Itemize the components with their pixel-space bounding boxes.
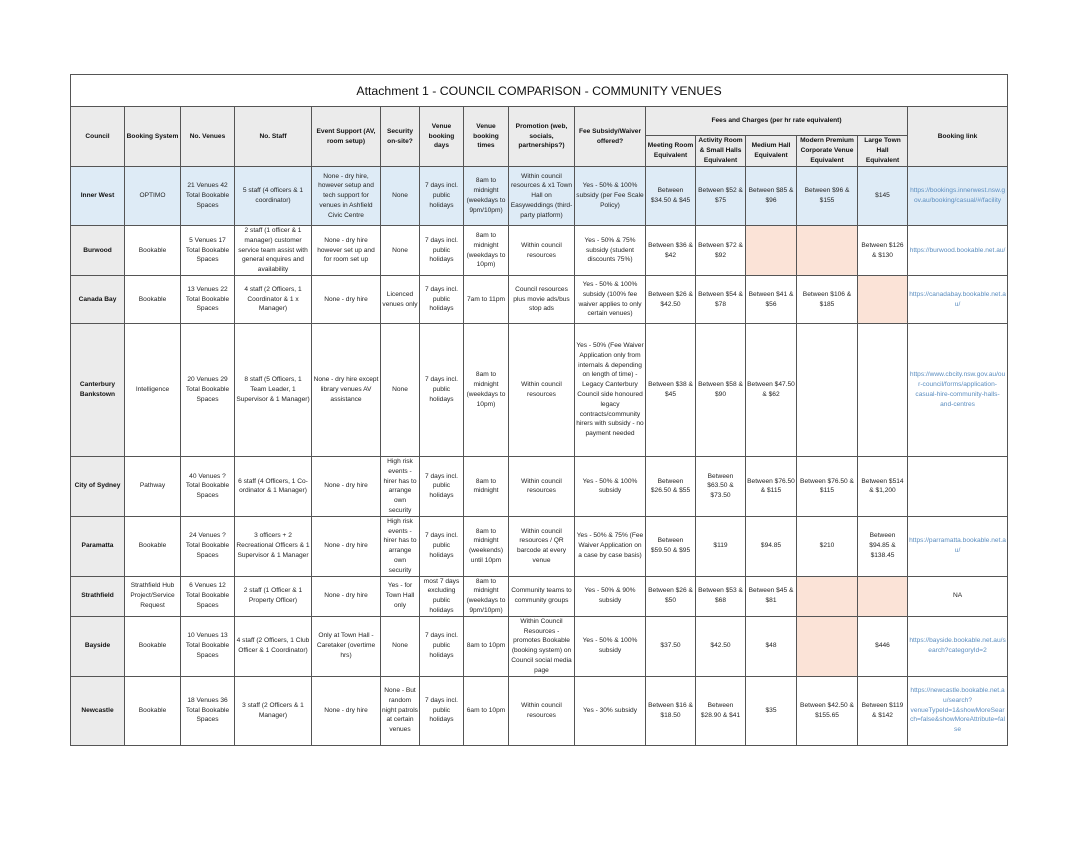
fee-large-cell: $446	[858, 616, 908, 676]
fee-medium-cell: $94.85	[746, 516, 797, 576]
fee-activity-cell: Between $53 & $68	[696, 576, 746, 616]
booking-system-cell: Bookable	[125, 516, 181, 576]
booking-system-cell: Bookable	[125, 226, 181, 276]
fee-premium-cell: Between $96 & $155	[797, 167, 858, 226]
subsidy-cell: Yes - 50% & 100% subsidy	[575, 616, 646, 676]
booking-link-cell[interactable]: https://canadabay.bookable.net.au/	[908, 276, 1008, 324]
table-row	[71, 576, 1008, 616]
council-cell: Canterbury Bankstown	[71, 324, 125, 457]
fee-meeting-cell: Between $59.50 & $95	[646, 516, 696, 576]
booking-days-cell: most 7 days excluding public holidays	[420, 576, 464, 616]
fee-medium-cell: Between $76.50 & $115	[746, 457, 797, 517]
subsidy-cell: Yes - 50% & 100% subsidy (100% fee waiver applies to only certain venues)	[575, 276, 646, 324]
booking-link-cell[interactable]: https://newcastle.bookable.net.au/search?venueTypeId=1&showMoreSearch=false&showMoreAttribute=false	[908, 676, 1008, 745]
booking-days-cell: 7 days incl. public holidays	[420, 516, 464, 576]
security-cell: None	[381, 226, 420, 276]
staff-cell: 5 staff (4 officers & 1 coordinator)	[235, 167, 312, 226]
booking-times-cell: 8am to midnight (weekdays to 9pm/10pm)	[464, 576, 509, 616]
security-cell: None	[381, 616, 420, 676]
security-cell: None	[381, 167, 420, 226]
booking-times-cell: 8am to midnight (weekdays to 10pm)	[464, 324, 509, 457]
staff-cell: 2 staff (1 Officer & 1 Property Officer)	[235, 576, 312, 616]
fee-medium-cell: Between $47.50 & $62	[746, 324, 797, 457]
header-fee-activity: Activity Room & Small Halls Equivalent	[696, 136, 746, 167]
fee-meeting-cell: Between $38 & $45	[646, 324, 696, 457]
council-cell: Paramatta	[71, 516, 125, 576]
booking-times-cell: 8am to midnight (weekends) until 10pm	[464, 516, 509, 576]
staff-cell: 6 staff (4 Officers, 1 Co-ordinator & 1 Manager)	[235, 457, 312, 517]
security-cell: Licenced venues only	[381, 276, 420, 324]
fee-large-cell	[858, 276, 908, 324]
fee-large-cell: Between $119 & $142	[858, 676, 908, 745]
fee-large-cell	[858, 324, 908, 457]
fee-large-cell	[858, 576, 908, 616]
subsidy-cell: Yes - 50% & 100% subsidy (per Fee Scale Policy)	[575, 167, 646, 226]
booking-link-cell[interactable]: https://burwood.bookable.net.au/	[908, 226, 1008, 276]
booking-system-cell: Bookable	[125, 676, 181, 745]
booking-system-cell: Intelligence	[125, 324, 181, 457]
promotion-cell: Within council resources / QR barcode at every venue	[509, 516, 575, 576]
sheet-title: Attachment 1 - COUNCIL COMPARISON - COMMUNITY VENUES	[71, 75, 1008, 107]
header-council: Council	[71, 107, 125, 167]
header-booking-link: Booking link	[908, 107, 1008, 167]
header-security: Security on-site?	[381, 107, 420, 167]
header-fees-group: Fees and Charges (per hr rate equivalent)	[646, 107, 908, 136]
booking-link-cell[interactable]: https://bayside.bookable.net.au/search?categoryId=2	[908, 616, 1008, 676]
fee-large-cell: $145	[858, 167, 908, 226]
booking-link-cell[interactable]: https://www.cbcity.nsw.gov.au/our-council/forms/application-casual-hire-community-halls-and-centres	[908, 324, 1008, 457]
fee-premium-cell: $210	[797, 516, 858, 576]
venues-cell: 10 Venues 13 Total Bookable Spaces	[181, 616, 235, 676]
table-row	[71, 516, 1008, 576]
venues-cell: 21 Venues 42 Total Bookable Spaces	[181, 167, 235, 226]
fee-premium-cell: Between $106 & $185	[797, 276, 858, 324]
booking-system-cell: OPTIMO	[125, 167, 181, 226]
fee-meeting-cell: Between $34.50 & $45	[646, 167, 696, 226]
staff-cell: 2 staff (1 officer & 1 manager) customer service team assist with general enquires and availability	[235, 226, 312, 276]
event-support-cell: None - dry hire	[312, 276, 381, 324]
booking-days-cell: 7 days incl. public holidays	[420, 226, 464, 276]
council-cell: Strathfield	[71, 576, 125, 616]
promotion-cell: Within council resources & x1 Town Hall on Easyweddings (third-party platform)	[509, 167, 575, 226]
comparison-table	[70, 74, 1008, 746]
security-cell: Yes - for Town Hall only	[381, 576, 420, 616]
table-body	[71, 167, 1008, 746]
venues-cell: 6 Venues 12 Total Bookable Spaces	[181, 576, 235, 616]
fee-meeting-cell: $37.50	[646, 616, 696, 676]
booking-times-cell: 8am to midnight	[464, 457, 509, 517]
booking-days-cell: 7 days incl. public holidays	[420, 616, 464, 676]
fee-meeting-cell: Between $36 & $42	[646, 226, 696, 276]
booking-link-cell: NA	[908, 576, 1008, 616]
fee-activity-cell: Between $72 & $92	[696, 226, 746, 276]
fee-meeting-cell: Between $16 & $18.50	[646, 676, 696, 745]
header-booking-system: Booking System	[125, 107, 181, 167]
promotion-cell: Within Council Resources - promotes Bookable (booking system) on Council social media page	[509, 616, 575, 676]
fee-premium-cell	[797, 616, 858, 676]
header-booking-days: Venue booking days	[420, 107, 464, 167]
fee-activity-cell: $42.50	[696, 616, 746, 676]
event-support-cell: None - dry hire	[312, 576, 381, 616]
header-fee-meeting: Meeting Room Equivalent	[646, 136, 696, 167]
fee-activity-cell: Between $28.90 & $41	[696, 676, 746, 745]
booking-system-cell: Strathfield Hub Project/Service Request	[125, 576, 181, 616]
venues-cell: 40 Venues ? Total Bookable Spaces	[181, 457, 235, 517]
security-cell: High risk events - hirer has to arrange own security	[381, 457, 420, 517]
security-cell: None	[381, 324, 420, 457]
venues-cell: 5 Venues 17 Total Bookable Spaces	[181, 226, 235, 276]
booking-link-cell[interactable]: https://bookings.innerwest.nsw.gov.au/booking/casual/#/facility	[908, 167, 1008, 226]
promotion-cell: Within council resources	[509, 457, 575, 517]
booking-link-cell[interactable]: https://parramatta.bookable.net.au/	[908, 516, 1008, 576]
fee-medium-cell: $48	[746, 616, 797, 676]
booking-system-cell: Pathway	[125, 457, 181, 517]
header-venues: No. Venues	[181, 107, 235, 167]
fee-activity-cell: Between $54 & $78	[696, 276, 746, 324]
table-row	[71, 616, 1008, 676]
fee-large-cell: Between $514 & $1,200	[858, 457, 908, 517]
staff-cell: 3 staff (2 Officers & 1 Manager)	[235, 676, 312, 745]
booking-system-cell: Bookable	[125, 616, 181, 676]
booking-days-cell: 7 days incl. public holidays	[420, 276, 464, 324]
venues-cell: 20 Venues 29 Total Bookable Spaces	[181, 324, 235, 457]
council-cell: City of Sydney	[71, 457, 125, 517]
table-row	[71, 676, 1008, 745]
header-event-support: Event Support (AV, room setup)	[312, 107, 381, 167]
subsidy-cell: Yes - 30% subsidy	[575, 676, 646, 745]
event-support-cell: None - dry hire except library venues AV assistance	[312, 324, 381, 457]
subsidy-cell: Yes - 50% & 100% subsidy	[575, 457, 646, 517]
subsidy-cell: Yes - 50% & 75% (Fee Waiver Application on a case by case basis)	[575, 516, 646, 576]
fee-premium-cell	[797, 226, 858, 276]
booking-days-cell: 7 days incl. public holidays	[420, 324, 464, 457]
fee-activity-cell: Between $52 & $75	[696, 167, 746, 226]
header-booking-times: Venue booking times	[464, 107, 509, 167]
fee-premium-cell	[797, 324, 858, 457]
fee-meeting-cell: Between $26 & $50	[646, 576, 696, 616]
council-cell: Canada Bay	[71, 276, 125, 324]
council-cell: Newcastle	[71, 676, 125, 745]
booking-times-cell: 8am to midnight (weekdays to 9pm/10pm)	[464, 167, 509, 226]
booking-link-cell	[908, 457, 1008, 517]
booking-times-cell: 8am to 10pm	[464, 616, 509, 676]
fee-medium-cell	[746, 226, 797, 276]
event-support-cell: None - dry hire, however setup and tech support for venues in Ashfield Civic Centre	[312, 167, 381, 226]
promotion-cell: Community teams to community groups	[509, 576, 575, 616]
fee-activity-cell: $119	[696, 516, 746, 576]
council-cell: Inner West	[71, 167, 125, 226]
security-cell: High risk events - hirer has to arrange own security	[381, 516, 420, 576]
promotion-cell: Within council resources	[509, 324, 575, 457]
promotion-cell: Within council resources	[509, 226, 575, 276]
venues-cell: 18 Venues 36 Total Bookable Spaces	[181, 676, 235, 745]
staff-cell: 8 staff (5 Officers, 1 Team Leader, 1 Supervisor & 1 Manager)	[235, 324, 312, 457]
booking-days-cell: 7 days incl. public holidays	[420, 167, 464, 226]
council-cell: Burwood	[71, 226, 125, 276]
staff-cell: 4 staff (2 Officers, 1 Coordinator & 1 x Manager)	[235, 276, 312, 324]
booking-times-cell: 6am to 10pm	[464, 676, 509, 745]
staff-cell: 3 officers + 2 Recreational Officers & 1 Supervisor & 1 Manager	[235, 516, 312, 576]
council-cell: Bayside	[71, 616, 125, 676]
header-staff: No. Staff	[235, 107, 312, 167]
event-support-cell: Only at Town Hall - Caretaker (overtime hrs)	[312, 616, 381, 676]
booking-days-cell: 7 days incl. public holidays	[420, 676, 464, 745]
promotion-cell: Within council resources	[509, 676, 575, 745]
header-fee-medium: Medium Hall Equivalent	[746, 136, 797, 167]
fee-premium-cell: Between $42.50 & $155.65	[797, 676, 858, 745]
table-row	[71, 167, 1008, 226]
event-support-cell: None - dry hire however set up and for room set up	[312, 226, 381, 276]
booking-times-cell: 7am to 11pm	[464, 276, 509, 324]
table-row	[71, 324, 1008, 457]
fee-medium-cell: $35	[746, 676, 797, 745]
security-cell: None - But random night patrols at certain venues	[381, 676, 420, 745]
table-row	[71, 226, 1008, 276]
promotion-cell: Council resources plus movie ads/bus stop ads	[509, 276, 575, 324]
header-subsidy: Fee Subsidy/Waiver offered?	[575, 107, 646, 167]
header-fee-large: Large Town Hall Equivalent	[858, 136, 908, 167]
fee-large-cell: Between $94.85 & $138.45	[858, 516, 908, 576]
fee-meeting-cell: Between $26.50 & $55	[646, 457, 696, 517]
header-promotion: Promotion (web, socials, partnerships?)	[509, 107, 575, 167]
venues-cell: 13 Venues 22 Total Bookable Spaces	[181, 276, 235, 324]
booking-times-cell: 8am to midnight (weekdays to 10pm)	[464, 226, 509, 276]
booking-system-cell: Bookable	[125, 276, 181, 324]
staff-cell: 4 staff (2 Officers, 1 Club Officer & 1 Coordinator)	[235, 616, 312, 676]
header-fee-premium: Modern Premium Corporate Venue Equivalent	[797, 136, 858, 167]
event-support-cell: None - dry hire	[312, 457, 381, 517]
fee-activity-cell: Between $58 & $90	[696, 324, 746, 457]
fee-premium-cell	[797, 576, 858, 616]
fee-medium-cell: Between $41 & $56	[746, 276, 797, 324]
fee-activity-cell: Between $63.50 & $73.50	[696, 457, 746, 517]
fee-meeting-cell: Between $26 & $42.50	[646, 276, 696, 324]
fee-large-cell: Between $126 & $130	[858, 226, 908, 276]
subsidy-cell: Yes - 50% (Fee Waiver Application only from internals & depending on length of time) - Legacy Canterbury Council side honoured legacy contracts/community hirers with subsidy - no payment needed	[575, 324, 646, 457]
booking-days-cell: 7 days incl. public holidays	[420, 457, 464, 517]
fee-premium-cell: Between $76.50 & $115	[797, 457, 858, 517]
venues-cell: 24 Venues ? Total Bookable Spaces	[181, 516, 235, 576]
event-support-cell: None - dry hire	[312, 676, 381, 745]
comparison-sheet	[70, 74, 1007, 746]
subsidy-cell: Yes - 50% & 75% subsidy (student discounts 75%)	[575, 226, 646, 276]
table-row	[71, 457, 1008, 517]
subsidy-cell: Yes - 50% & 90% subsidy	[575, 576, 646, 616]
fee-medium-cell: Between $85 & $96	[746, 167, 797, 226]
fee-medium-cell: Between $45 & $81	[746, 576, 797, 616]
table-row	[71, 276, 1008, 324]
event-support-cell: None - dry hire	[312, 516, 381, 576]
